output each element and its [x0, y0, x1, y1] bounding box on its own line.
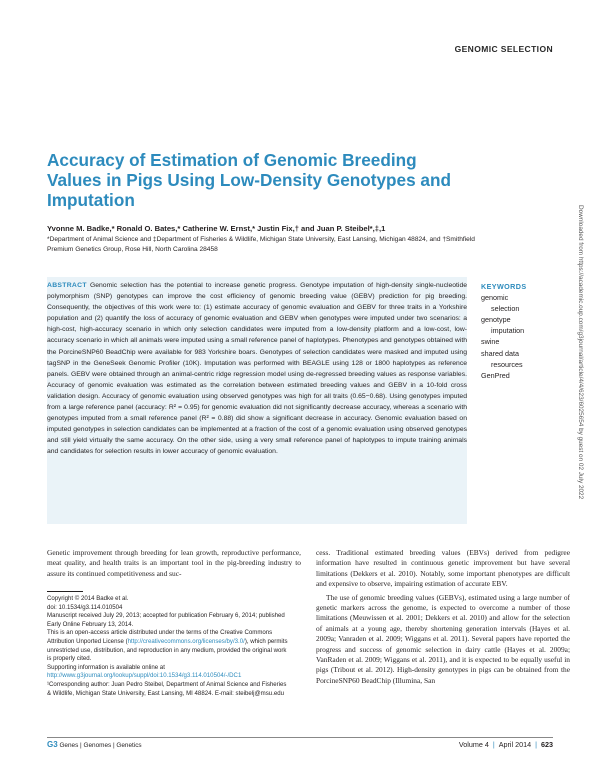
corresponding-author: ¹Corresponding author: Juan Pedro Steibel, Department of Animal Science and Fisheries & Wildlife, Michigan State University, East Lansing, MI 48824. E-mail: steibelj@msu.edu [47, 680, 287, 697]
journal-logo-text: Genes | Genomes | Genetics [59, 742, 142, 749]
abstract [47, 280, 467, 458]
keywords-panel [481, 281, 561, 381]
keyword-item: imputation [491, 326, 525, 336]
keyword-item: swine [481, 337, 500, 347]
license-line: This is an open-access article distributed under the terms of the Creative Commons Attribution Unported License (http://creativecommons.org/licenses/by/3.0/), which permits unrestricted use, distribution, and reproduction in any medium, provided the original work is properly cited. [47, 629, 288, 663]
keyword-item: GenPred [481, 370, 510, 380]
body-right-column [316, 548, 570, 686]
issue-date: April 2014 [498, 740, 532, 749]
copyright-line: Copyright © 2014 Badke et al. [47, 595, 129, 602]
footnotes [47, 595, 292, 698]
author-list: Yvonne M. Badke,* Ronald O. Bates,* Catherine W. Ernst,* Justin Fix,† and Juan P. Steibel*,‡,1 [47, 224, 386, 233]
footer-rule [47, 737, 553, 738]
article-title: Accuracy of Estimation of Genomic Breeding Values in Pigs Using Low-Density Genotypes and Imputation [47, 150, 451, 210]
g3-logo-mark: G3 [47, 740, 58, 749]
doi-line: doi: 10.1534/g3.114.010504 [47, 603, 123, 611]
download-note-text: Downloaded from https://academic.oup.com/g3journal/article/4/4/623/6025654 by guest on 02 July 2022 [577, 205, 584, 500]
keyword-item: resources [491, 359, 523, 369]
license-link[interactable]: http://creativecommons.org/licenses/by/3.0/ [127, 637, 245, 645]
keywords-heading: KEYWORDS [481, 282, 527, 291]
keyword-item: selection [491, 304, 520, 314]
body-paragraph: cess. Traditional estimated breeding values (EBVs) derived from pedigree information have resulted in continuous genetic improvement but have several limitations (Dekkers et al. 2010). Notably, some important phenotypes are difficult and expensive to observe, impairing estimation of accurate EBV. [316, 548, 570, 589]
keyword-item: genotype [481, 315, 511, 325]
journal-logo [47, 740, 142, 749]
body-paragraph: The use of genomic breeding values (GEBVs), estimated using a large number of genetic markers across the genome, is expected to overcome a number of those limitations (Meuwissen et al. 2001; Dekkers et al. 2010) and allow for the selection of animals at a young age, thereby shortening generation intervals (Hayes et al. 2009a; Vanraden et al. 2009; Wiggans et al. 2011). Several papers have reported the progress and success of genomic selection in dairy cattle (Hayes et al. 2009a; VanRaden et al. 2009; Wiggans et al. 2011), and it is expected to be equally useful in pigs (Tribout et al. 2012). High-density genotypes in pigs can be obtained from the PorcineSNP60 BeadChip (Illumina, San [316, 592, 570, 685]
affiliations: *Department of Animal Science and ‡Department of Fisheries & Wildlife, Michigan State University, East Lansing, Michigan 48824, and †Smithfield Premium Genetics Group, Rose Hill, North Carolina 28458 [47, 236, 475, 253]
supporting-info-link[interactable]: http://www.g3journal.org/lookup/suppl/doi:10.1534/g3.114.010504/-/DC1 [47, 672, 242, 680]
volume: Volume 4 [458, 740, 489, 749]
body-left-column: Genetic improvement through breeding for lean growth, reproductive performance, meat quality, and health traits is an important tool in the pig-breeding industry to assure its continued competitiveness and suc- [47, 548, 301, 578]
abstract-text: Genomic selection has the potential to increase genetic progress. Genotype imputation of high-density single-nucleotide polymorphism (SNP) genotypes can improve the cost efficiency of genomic breeding value (GEBV) prediction for pig breeding. Consequently, the objectives of this work were to: (1) estimate accuracy of genomic evaluation and GEBV for three traits in a Yorkshire population and (2) quantify the loss of accuracy of genomic evaluation and GEBV when genotypes were imputed under two scenarios: a high-cost, high-accuracy scenario in which only selection candidates were imputed from a low-density platform and a low-cost, low-accuracy scenario in which all animals were imputed using a small reference panel of haplotypes. Phenotypes and genotypes obtained with the PorcineSNP60 BeadChip were available for 983 Yorkshire boars. Genotypes of selection candidates were masked and imputed using tagSNP in the GeneSeek Genomic Profiler (10K). Imputation was performed with BEAGLE using 128 or 1800 haplotypes as reference panels. GEBV were obtained through an animal-centric ridge regression model using de-regressed breeding values as response variables. Accuracy of genomic evaluation was estimated as the correlation between estimated breeding values and GEBV in a 10-fold cross validation design. Accuracy of genomic evaluation using observed genotypes was high for all traits (0.65−0.68). Using genotypes imputed from a large reference panel (accuracy: R² = 0.95) for genomic evaluation did not significantly decrease accuracy, whereas a scenario with genotypes imputed from a small reference panel (R² = 0.88) did show a significant decrease in accuracy. Genomic evaluation based on imputed genotypes in selection candidates can be implemented at a fraction of the cost of a genomic evaluation using observed genotypes and still yield virtually the same accuracy. On the other side, using a very small reference panel of haplotypes to impute training animals and candidates for selection results in lower accuracy of genomic evaluation. [47, 282, 467, 456]
download-note [574, 205, 584, 585]
page-number: 623 [541, 740, 553, 749]
footnote-divider [47, 591, 83, 592]
received-line: Manuscript received July 29, 2013; accepted for publication February 6, 2014; published Early Online February 13, 2014. [47, 612, 285, 628]
abstract-label: ABSTRACT [47, 282, 87, 289]
keyword-item: shared data [481, 348, 519, 358]
section-label: GENOMIC SELECTION [454, 44, 553, 54]
keyword-item: genomic [481, 293, 509, 303]
page-footer: Volume 4 | April 2014 | 623 [458, 740, 553, 749]
keywords-list [481, 292, 561, 381]
supporting-info-line: Supporting information is available online at http://www.g3journal.org/lookup/suppl/doi:10.1534/g3.114.010504/-/DC1 [47, 663, 242, 680]
